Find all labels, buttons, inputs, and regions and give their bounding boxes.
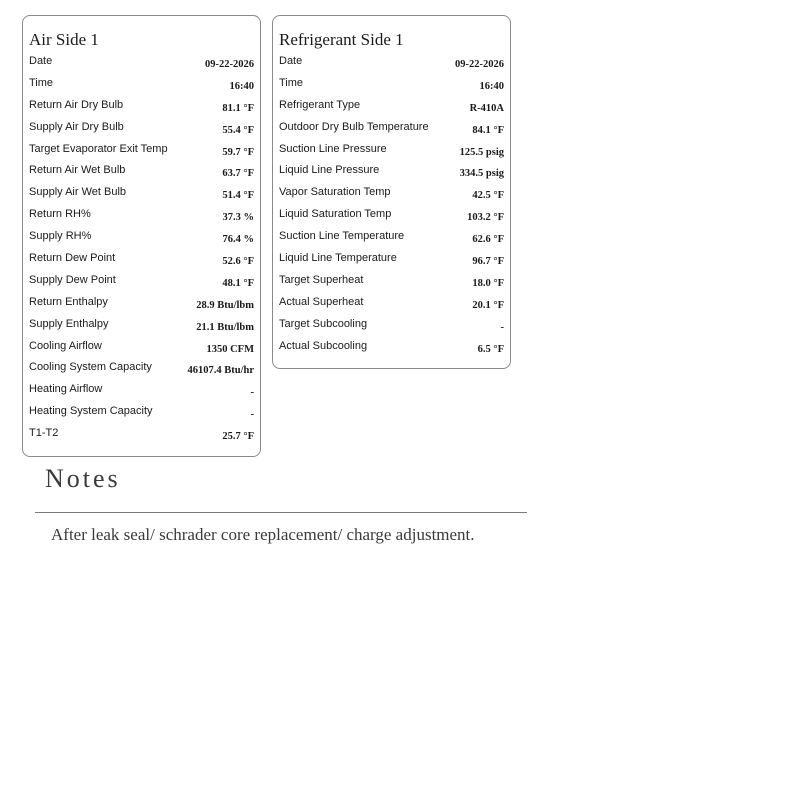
refrigerant-side-row-label: Liquid Line Temperature <box>279 252 397 265</box>
air-side-row <box>29 163 254 185</box>
notes-heading: Notes <box>45 464 121 493</box>
refrigerant-side-row <box>279 120 504 142</box>
air-side-row-value: 21.1 Btu/lbm <box>196 321 254 333</box>
air-side-row-value: 46107.4 Btu/hr <box>187 365 254 377</box>
refrigerant-side-row-label: Actual Subcooling <box>279 339 368 352</box>
air-side-row <box>29 404 254 426</box>
air-side-row-label: Target Evaporator Exit Temp <box>29 142 168 155</box>
air-side-row-label: Heating Airflow <box>29 383 103 396</box>
refrigerant-side-row-label: Suction Line Temperature <box>279 230 405 243</box>
air-side-row-value: - <box>250 409 254 421</box>
refrigerant-side-row-label: Target Subcooling <box>279 317 368 330</box>
refrigerant-side-row <box>279 142 504 164</box>
air-side-row-value: 16:40 <box>229 80 254 92</box>
air-side-row-label: Heating System Capacity <box>29 405 153 418</box>
air-side-row-value: 09-22-2026 <box>205 59 254 70</box>
refrigerant-side-row-value: R-410A <box>469 102 504 114</box>
air-side-row-label: Return Dew Point <box>29 252 116 265</box>
air-side-rows <box>29 54 254 448</box>
air-side-row <box>29 251 254 273</box>
air-side-row <box>29 54 254 76</box>
refrigerant-side-row-value: 20.1 °F <box>472 299 504 311</box>
air-side-row <box>29 382 254 404</box>
refrigerant-side-row-value: 09-22-2026 <box>455 59 504 70</box>
air-side-row-label: Return RH% <box>29 208 91 221</box>
refrigerant-side-row <box>279 54 504 76</box>
air-side-row-label: Cooling System Capacity <box>29 361 152 374</box>
refrigerant-side-row-value: 6.5 °F <box>477 343 504 355</box>
air-side-row <box>29 76 254 98</box>
air-side-row-label: Return Enthalpy <box>29 295 108 308</box>
refrigerant-side-row-value: - <box>500 321 504 333</box>
notes-divider <box>35 512 527 513</box>
refrigerant-side-row-value: 84.1 °F <box>472 124 504 136</box>
air-side-row-value: 63.7 °F <box>222 168 254 180</box>
air-side-row-label: Supply Air Dry Bulb <box>29 120 124 133</box>
air-side-row-label: Supply Air Wet Bulb <box>29 186 127 199</box>
refrigerant-side-title: Refrigerant Side 1 <box>279 30 404 49</box>
refrigerant-side-row-value: 18.0 °F <box>472 277 504 289</box>
air-side-row-label: Supply Dew Point <box>29 273 116 286</box>
refrigerant-side-row-label: Liquid Line Pressure <box>279 164 380 177</box>
air-side-title: Air Side 1 <box>29 30 99 49</box>
air-side-row-label: Supply Enthalpy <box>29 317 109 330</box>
refrigerant-side-row-label: Date <box>279 55 303 67</box>
air-side-row-value: 51.4 °F <box>222 190 254 202</box>
air-side-row <box>29 142 254 164</box>
air-side-row-value: 76.4 % <box>222 234 254 246</box>
air-side-row-value: 28.9 Btu/lbm <box>196 299 254 311</box>
refrigerant-side-row-label: Vapor Saturation Temp <box>279 186 391 199</box>
air-side-row-value: 52.6 °F <box>222 256 254 268</box>
refrigerant-side-row <box>279 98 504 120</box>
refrigerant-side-row-label: Refrigerant Type <box>279 98 361 111</box>
air-side-row-label: Supply RH% <box>29 230 92 243</box>
refrigerant-side-row-label: Outdoor Dry Bulb Temperature <box>279 120 429 133</box>
air-side-row <box>29 360 254 382</box>
refrigerant-side-row-value: 42.5 °F <box>472 190 504 202</box>
air-side-row-value: 48.1 °F <box>222 277 254 289</box>
refrigerant-side-row-label: Target Superheat <box>279 273 364 286</box>
refrigerant-side-row <box>279 229 504 251</box>
refrigerant-side-row <box>279 251 504 273</box>
air-side-row-label: Return Air Wet Bulb <box>29 164 126 177</box>
air-side-row-value: 55.4 °F <box>222 124 254 136</box>
refrigerant-side-row <box>279 295 504 317</box>
air-side-row <box>29 339 254 361</box>
refrigerant-side-row-value: 103.2 °F <box>467 212 504 224</box>
air-side-row-value: 81.1 °F <box>222 102 254 114</box>
refrigerant-side-row <box>279 317 504 339</box>
air-side-row <box>29 273 254 295</box>
refrigerant-side-row-label: Suction Line Pressure <box>279 142 387 155</box>
air-side-card <box>22 15 261 457</box>
refrigerant-side-rows <box>279 54 504 360</box>
air-side-row-label: Time <box>29 76 54 89</box>
air-side-row <box>29 426 254 448</box>
refrigerant-side-row-value: 62.6 °F <box>472 234 504 246</box>
refrigerant-side-row-value: 96.7 °F <box>472 256 504 268</box>
air-side-row <box>29 229 254 251</box>
refrigerant-side-row <box>279 273 504 295</box>
refrigerant-side-row <box>279 76 504 98</box>
air-side-row-label: Cooling Airflow <box>29 339 102 352</box>
refrigerant-side-row <box>279 339 504 361</box>
air-side-row-value: 37.3 % <box>222 212 254 224</box>
air-side-row-label: Return Air Dry Bulb <box>29 98 124 111</box>
air-side-row <box>29 120 254 142</box>
air-side-row-label: Date <box>29 55 53 67</box>
air-side-row <box>29 185 254 207</box>
air-side-row-value: 1350 CFM <box>206 343 254 355</box>
refrigerant-side-row <box>279 163 504 185</box>
notes-text: After leak seal/ schrader core replacement/ charge adjustment. <box>51 525 475 544</box>
refrigerant-side-row-value: 334.5 psig <box>459 168 504 180</box>
air-side-row <box>29 295 254 317</box>
air-side-row-value: - <box>250 387 254 399</box>
refrigerant-side-card <box>272 15 511 369</box>
refrigerant-side-row <box>279 207 504 229</box>
refrigerant-side-row-value: 16:40 <box>479 80 504 92</box>
air-side-row <box>29 317 254 339</box>
refrigerant-side-row <box>279 185 504 207</box>
air-side-row <box>29 207 254 229</box>
refrigerant-side-row-label: Liquid Saturation Temp <box>279 208 392 221</box>
air-side-row-value: 25.7 °F <box>222 431 254 443</box>
refrigerant-side-row-label: Actual Superheat <box>279 295 364 308</box>
refrigerant-side-row-label: Time <box>279 76 304 89</box>
air-side-row <box>29 98 254 120</box>
refrigerant-side-row-value: 125.5 psig <box>459 146 504 158</box>
air-side-row-value: 59.7 °F <box>222 146 254 158</box>
air-side-row-label: T1-T2 <box>29 427 59 440</box>
